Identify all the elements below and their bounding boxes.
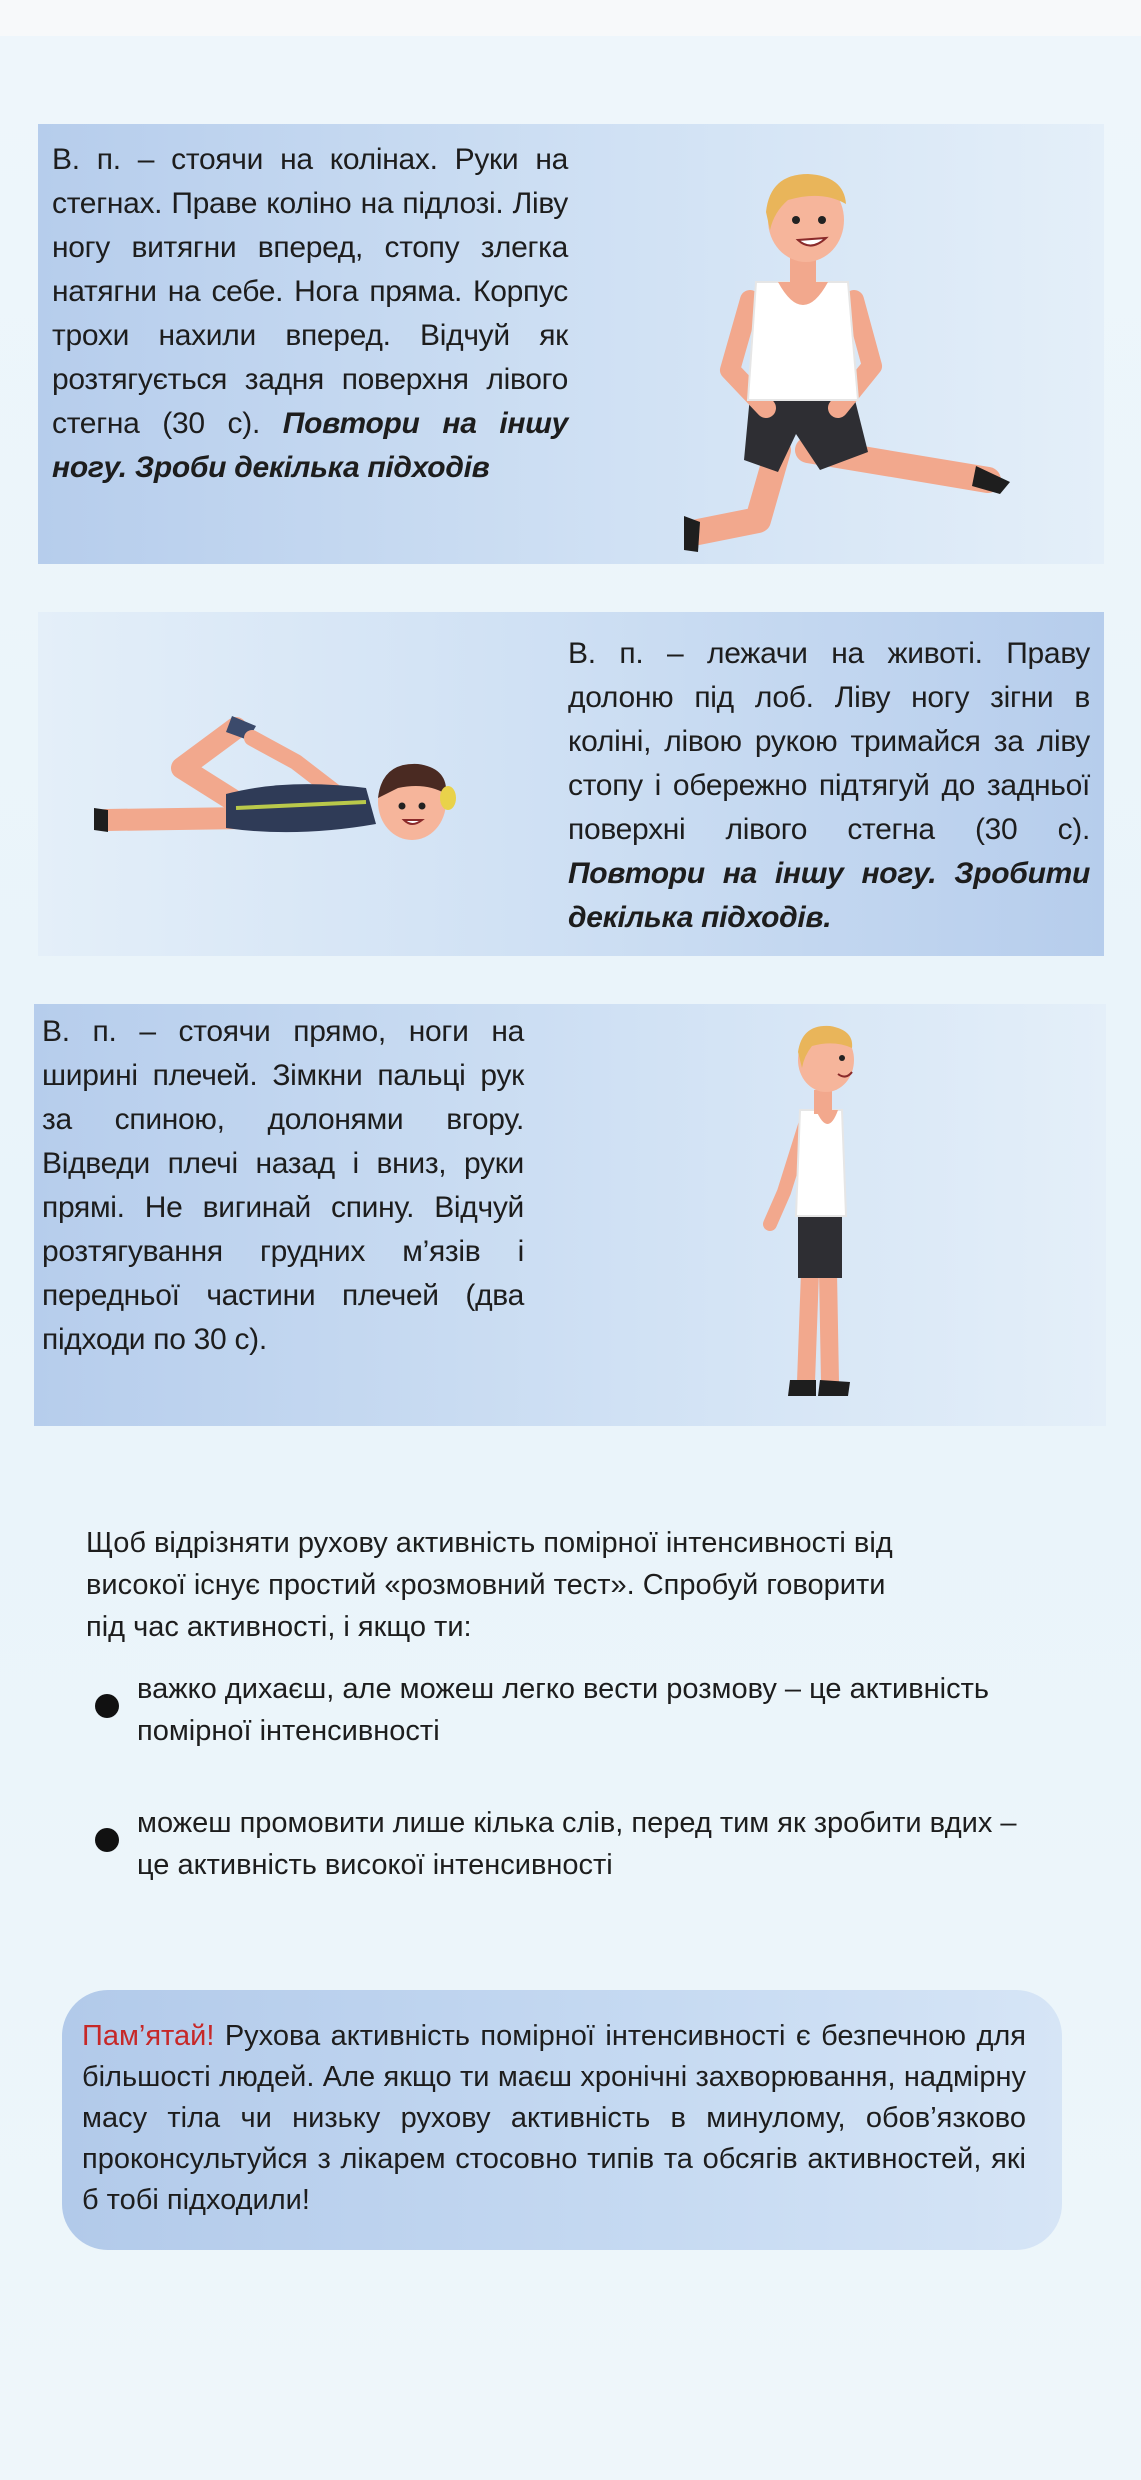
exercise-emphasis: Повтори на іншу ногу. Зробити декілька підходів. <box>568 857 1090 934</box>
exercise-description: В. п. – стоячи прямо, ноги на ширині плечей. Зімкни пальці рук за спиною, долонями вгору. Відведи плечі назад і вниз, руки прямі. Не вигинай спину. Відчуй розтягування грудних м’язів і передньої частини плечей (два підходи по 30 с). <box>42 1015 524 1356</box>
exercise-description: В. п. – лежачи на животі. Праву долоню під лоб. Ліву ногу зігни в коліні, лівою рукою тримайся за ліву стопу і обережно підтягуй до задньої поверхні лівого стегна (30 с). <box>568 637 1090 846</box>
kneeling-stretch-figure <box>658 160 1058 540</box>
exercise-card-1 <box>38 124 1104 564</box>
exercise-emphasis: Повтори на іншу ногу. Зроби декілька підходів <box>52 407 569 484</box>
standing-chest-stretch-figure <box>754 1012 894 1412</box>
prone-quad-stretch-figure <box>86 698 546 878</box>
list-item <box>95 1668 1035 1752</box>
top-strip <box>0 0 1141 36</box>
list-item-text: важко дихаєш, але можеш легко вести розмову – це активність помірної інтенсивності <box>137 1673 989 1747</box>
remember-note <box>62 1990 1062 2250</box>
talk-test-list <box>95 1668 1035 1886</box>
list-item-text: можеш промовити лише кілька слів, перед тим як зробити вдих – це активність високої інтенсивності <box>137 1807 1017 1881</box>
exercise-text-3 <box>42 1010 524 1362</box>
exercise-text-2 <box>568 632 1090 940</box>
bullet-dot-icon <box>95 1828 119 1852</box>
exercise-card-2 <box>38 612 1104 956</box>
talk-test-intro: Щоб відрізняти рухову активність помірної інтенсивності від високої існує простий «розмовний тест». Спробуй говорити під час активності, і якщо ти: <box>86 1527 893 1643</box>
remember-note-text <box>82 2016 1026 2221</box>
remember-label: Пам’ятай! <box>82 2020 215 2052</box>
bullet-dot-icon <box>95 1694 119 1718</box>
list-item <box>95 1802 1035 1886</box>
exercise-text-1 <box>52 138 568 490</box>
exercise-card-3 <box>34 1004 1106 1426</box>
remember-body: Рухова активність помірної інтенсивності є безпечною для більшості людей. Але якщо ти маєш хронічні захворювання, надмірну масу тіла чи низьку рухову активність в минулому, обов’язково проконсультуйся з лікарем стосовно типів та обсягів активностей, які б тобі підходили! <box>82 2020 1027 2216</box>
exercise-description: В. п. – стоячи на колінах. Руки на стегнах. Праве коліно на підлозі. Ліву ногу витягни вперед, стопу злегка натягни на себе. Нога пряма. Корпус трохи нахили вперед. Відчуй як розтягується задня поверхня лівого стегна (30 с). <box>52 143 568 440</box>
